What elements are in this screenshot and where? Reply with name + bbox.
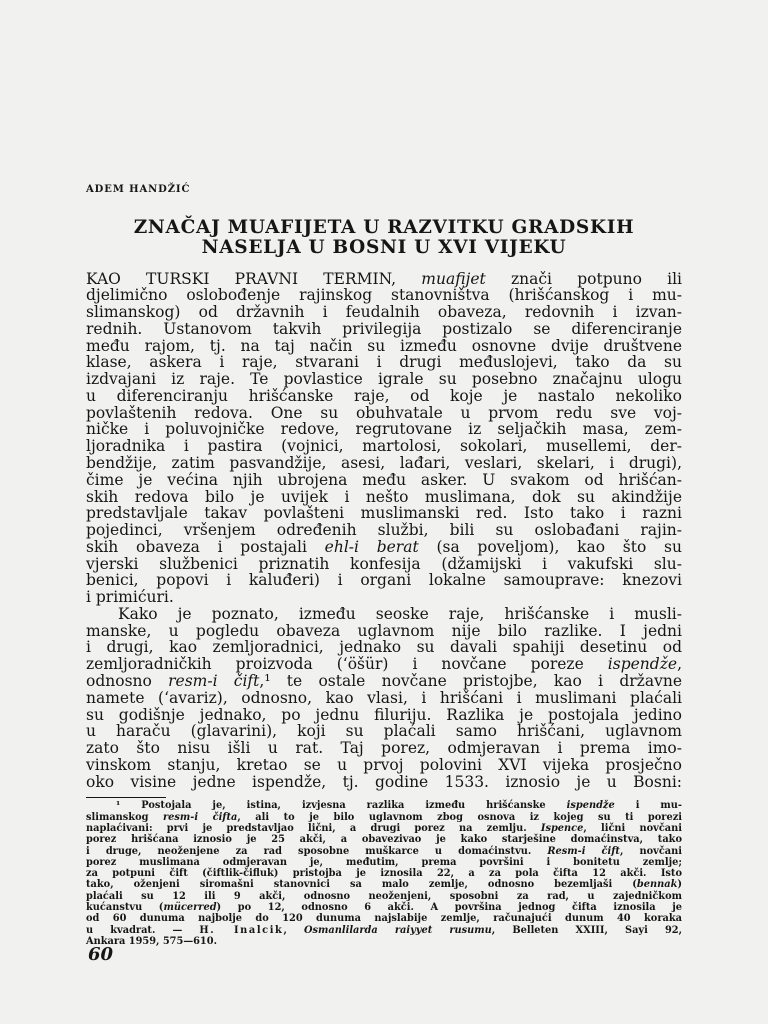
footnote-line bbox=[86, 936, 682, 947]
text-line bbox=[86, 287, 682, 304]
footnote-line bbox=[86, 846, 682, 857]
italic-term: bennak bbox=[636, 879, 678, 891]
text-run: porez hrišćana iznosio je 25 akči, a obavezivao je kako starješine domaćinstva, tako bbox=[86, 834, 682, 846]
text-line bbox=[86, 271, 682, 288]
text-line bbox=[86, 505, 682, 522]
text-run: izdvajani iz raje. Te povlastice igrale su posebno značajnu ulogu bbox=[86, 370, 682, 389]
text-run: zato što nisu išli u rat. Taj porez, odmjeravan i prema imo- bbox=[86, 739, 683, 758]
text-run: , novčani bbox=[619, 845, 682, 857]
text-run: namete (‘avariz), odnosno, kao vlasi, i hrišćani i muslimani plaćali bbox=[86, 688, 682, 707]
footnote-rule bbox=[86, 797, 166, 798]
paragraph bbox=[86, 271, 682, 606]
text-run: skih redova bilo je uvijek i nešto muslimana, dok su akindžije bbox=[86, 487, 682, 506]
text-run: bendžije, zatim pasvandžije, asesi, lađari, veslari, skelari, i drugi), bbox=[86, 454, 682, 473]
text-run: i mu- bbox=[614, 800, 682, 812]
page-number: 60 bbox=[88, 944, 114, 965]
text-run: i drugi, kao zemljoradnici, jednako su davali spahiji desetinu od bbox=[86, 638, 682, 657]
text-line bbox=[86, 455, 682, 472]
text-line bbox=[86, 707, 682, 724]
text-line bbox=[86, 673, 682, 690]
text-run: djelimično oslobođenje rajinskog stanovništva (hrišćanskog i mu- bbox=[86, 286, 682, 305]
footnote-line bbox=[86, 891, 682, 902]
text-line bbox=[86, 388, 682, 405]
text-line bbox=[86, 774, 682, 791]
italic-term: resm-i čifta bbox=[163, 811, 238, 823]
text-line bbox=[86, 472, 682, 489]
text-line bbox=[86, 623, 682, 640]
title-line: ZNAČAJ MUAFIJETA U RAZVITKU GRADSKIH bbox=[133, 217, 635, 238]
text-line bbox=[86, 740, 682, 757]
italic-term: Resm-i čift bbox=[547, 845, 620, 857]
text-run: i druge, neoženjene za rad sposobne muškarce u domaćinstvu. bbox=[86, 845, 548, 857]
text-run: ¹ Postojala je, istina, izvjesna razlika između hrišćanske bbox=[116, 800, 567, 812]
spaced-author-name: H. Inalcik bbox=[199, 924, 284, 936]
text-run: tako, oženjeni siromašni stanovnici sa malo zemlje, odnosno bezemljaši ( bbox=[86, 879, 637, 891]
text-run: manske, u pogledu obaveza uglavnom nije bilo razlike. I jedni bbox=[86, 621, 682, 640]
italic-term: ispendže bbox=[566, 800, 615, 812]
text-line bbox=[86, 639, 682, 656]
text-run: Kako je poznato, između seoske raje, hrišćanske i musli- bbox=[118, 604, 682, 623]
text-run: rednih. Ustanovom takvih privilegija postizalo se diferenciranje bbox=[86, 319, 682, 338]
text-line bbox=[86, 757, 682, 774]
footnote-line bbox=[86, 834, 682, 845]
text-line bbox=[86, 421, 682, 438]
text-run: porez muslimana odmjeravan je, međutim, prema površini i bonitetu zemlje; bbox=[86, 856, 682, 868]
text-run: naplaćivani: prvi je predstavljao lični, a drugi porez na zemlju. bbox=[86, 822, 541, 834]
footnote-line bbox=[86, 902, 682, 913]
text-line bbox=[86, 304, 682, 321]
footnote-line bbox=[86, 925, 682, 936]
footnote-line bbox=[86, 879, 682, 890]
text-run: ljoradnika i pastira (vojnici, martolosi, sokolari, musellemi, der- bbox=[86, 437, 682, 456]
italic-term: Osmanlilarda raiyyet rusumu bbox=[304, 924, 492, 936]
article-title bbox=[60, 218, 708, 258]
text-line bbox=[86, 338, 682, 355]
text-run: Ankara 1959, 575—610. bbox=[86, 935, 217, 947]
text-run: predstavljale takav povlašteni muslimanski red. Isto tako i razni bbox=[86, 504, 682, 523]
text-run: među rajom, tj. na taj način su između osnovne dvije društvene bbox=[86, 336, 682, 355]
text-run: u kvadrat. — bbox=[86, 924, 200, 936]
text-run: od 60 dunuma najbolje do 120 dunuma najslabije zemlje, računajući dunum 40 koraka bbox=[86, 913, 682, 925]
footnote-line bbox=[86, 857, 682, 868]
body-text bbox=[86, 271, 682, 791]
text-run: za potpuni čift (čiftlik-čifluk) pristojba je iznosila 22, a za pola čifta 12 akči. Isto bbox=[86, 868, 682, 880]
text-run: povlaštenih redova. One su obuhvatale u prvom redu sve voj- bbox=[86, 403, 683, 422]
italic-term: ispendže bbox=[607, 655, 678, 674]
italic-term: ehl-i berat bbox=[324, 537, 419, 556]
text-line bbox=[86, 723, 682, 740]
text-run: ) po 12, odnosno 6 akči. A površina jednog čifta iznosila je bbox=[216, 902, 683, 914]
text-run: benici, popovi i kaluđeri) i organi lokalne samouprave: knezovi bbox=[86, 571, 682, 590]
text-line bbox=[86, 690, 682, 707]
text-run: znači potpuno ili bbox=[485, 269, 682, 288]
text-run: slimanskog bbox=[86, 811, 164, 823]
text-run: i primićuri. bbox=[86, 588, 174, 607]
italic-term: resm-i čift bbox=[168, 671, 260, 690]
text-run: u haraču (glavarini), koji su plaćali samo hrišćani, uglavnom bbox=[86, 722, 683, 741]
text-line bbox=[86, 405, 682, 422]
text-run: odnosno bbox=[86, 671, 169, 690]
text-line bbox=[86, 556, 682, 573]
text-line bbox=[86, 656, 682, 673]
footnote-line bbox=[86, 823, 682, 834]
text-run: čime je većina njih ubrojena među asker. U svakom od hrišćan- bbox=[86, 470, 682, 489]
author-name: ADEM HANDŽIĆ bbox=[86, 184, 191, 195]
text-run: plaćali su 12 ili 9 akči, odnosno neoženjeni, sposobni za rad, u zajedničkom bbox=[86, 890, 682, 902]
text-run: kućanstvu ( bbox=[86, 902, 164, 914]
text-run: ničke i poluvojničke redove, regrutovane iz seljačkih masa, zem- bbox=[86, 420, 682, 439]
paragraph bbox=[86, 606, 682, 790]
text-line bbox=[86, 606, 682, 623]
text-run: zemljoradničkih proizvoda (‘öšür) i novčane poreze bbox=[86, 655, 608, 674]
text-run: skih obaveza i postajali bbox=[86, 537, 325, 556]
text-run: , Belleten XXIII, Sayi 92, bbox=[491, 924, 683, 936]
text-run: ,¹ te ostale novčane pristojbe, kao i državne bbox=[259, 671, 683, 690]
text-run: (sa poveljom), kao što su bbox=[418, 537, 682, 556]
text-line bbox=[86, 354, 682, 371]
footnote-line bbox=[86, 868, 682, 879]
footnote-line bbox=[86, 812, 682, 823]
text-run: vjerski službenici priznatih konfesija (džamijski i vakufski slu- bbox=[86, 554, 682, 573]
title-line: NASELJA U BOSNI U XVI VIJEKU bbox=[201, 237, 567, 258]
text-run: pojedinci, vršenjem određenih službi, bili su oslobađani rajin- bbox=[86, 521, 682, 540]
text-run: , bbox=[283, 924, 304, 936]
text-line bbox=[86, 438, 682, 455]
italic-term: mücerred bbox=[163, 902, 217, 914]
text-run: klase, askera i raje, stvarani i drugi međuslojevi, tako da su bbox=[86, 353, 682, 372]
text-line bbox=[86, 572, 682, 589]
footnote bbox=[86, 800, 682, 947]
text-run: u diferenciranju hrišćanske raje, od koje je nastalo nekoliko bbox=[86, 386, 682, 405]
text-line bbox=[86, 539, 682, 556]
text-run: vinskom stanju, kretao se u prvoj polovini XVI vijeka prosječno bbox=[86, 755, 682, 774]
text-run: ) bbox=[677, 879, 682, 891]
text-run: , ali to je bilo uglavnom zbog osnova iz kojeg su ti porezi bbox=[237, 811, 682, 823]
footnotes bbox=[86, 800, 682, 947]
text-line bbox=[86, 321, 682, 338]
text-run: slimanskog) od državnih i feudalnih obaveza, redovnih i izvan- bbox=[86, 303, 682, 322]
text-line bbox=[86, 522, 682, 539]
footnote-line bbox=[86, 800, 682, 811]
text-line bbox=[86, 589, 682, 606]
text-run: su godišnje jednako, po jednu filuriju. Razlika je postojala jedino bbox=[86, 705, 682, 724]
text-run: KAO TURSKI PRAVNI TERMIN, bbox=[86, 269, 422, 288]
footnote-line bbox=[86, 913, 682, 924]
italic-term: muafijet bbox=[421, 269, 486, 288]
text-run: , bbox=[677, 655, 682, 674]
italic-term: Ispence bbox=[540, 822, 584, 834]
text-line bbox=[86, 371, 682, 388]
text-run: , lični novčani bbox=[583, 822, 682, 834]
text-run: oko visine jedne ispendže, tj. godine 1533. iznosio je u Bosni: bbox=[86, 772, 682, 791]
text-line bbox=[86, 489, 682, 506]
